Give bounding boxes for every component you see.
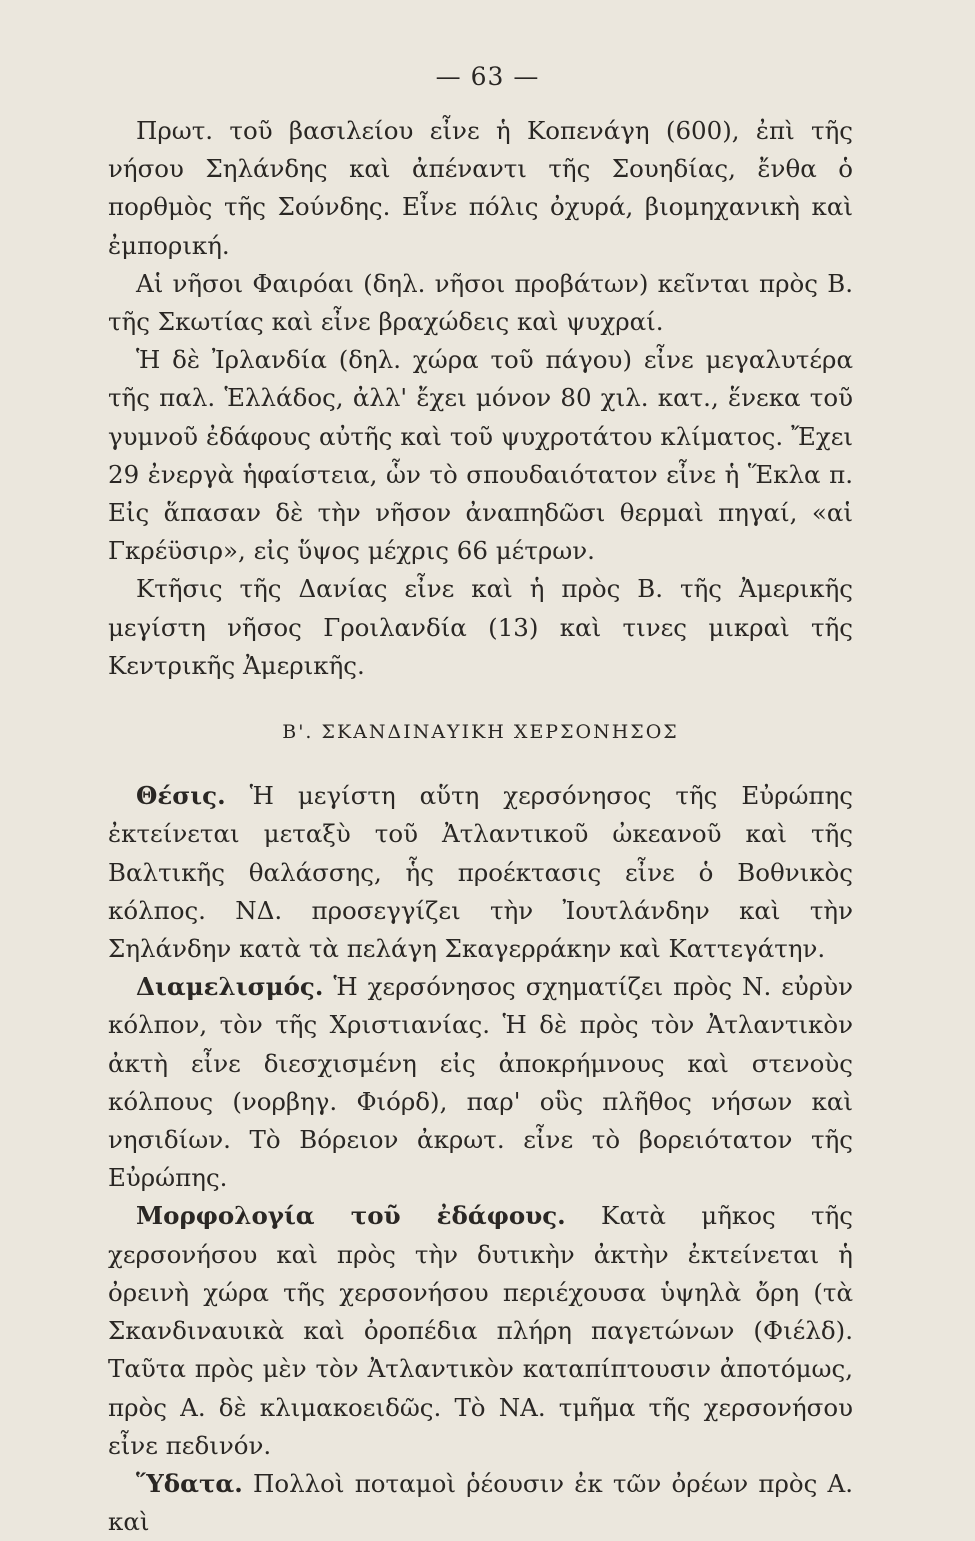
section-heading: Β'. ΣΚΑΝΔΙΝΑΥΙΚΗ ΧΕΡΣΟΝΗΣΟΣ	[282, 721, 679, 744]
paragraph-body: Ἡ μεγίστη αὕτη χερσόνησος τῆς Εὐρώπης ἐκτείνεται μεταξὺ τοῦ Ἀτλαντικοῦ ὠκεανοῦ καὶ τῆς Βαλτικῆς θαλάσσης, ἧς προέκτασις εἶνε ὁ Βοθνικὸς κόλπος. ΝΔ. προσεγγίζει τὴν Ἰουτλάνδην καὶ τὴν Σηλάνδην κατὰ τὰ πελάγη Σκαγερράκην καὶ Καττεγάτην.	[108, 781, 853, 964]
paragraph-copenhagen: Πρωτ. τοῦ βασιλείου εἶνε ἡ Κοπενάγη (600), ἐπὶ τῆς νήσου Σηλάνδης καὶ ἀπέναντι τῆς Σουηδίας, ἔνθα ὁ πορθμὸς τῆς Σούνδης. Εἶνε πόλις ὀχυρά, βιομηχανικὴ καὶ ἐμπορική.	[108, 116, 853, 260]
paragraph-iceland: Ἡ δὲ Ἰρλανδία (δηλ. χώρα τοῦ πάγου) εἶνε μεγαλυτέρα τῆς παλ. Ἑλλάδος, ἀλλ' ἔχει μόνον 80 χιλ. κατ., ἕνεκα τοῦ γυμνοῦ ἐδάφους αὐτῆς καὶ τοῦ ψυχροτάτου κλίματος. Ἔχει 29 ἐνεργὰ ἡφαίστεια, ὧν τὸ σπουδαιότατον εἶνε ἡ Ἕκλα π. Εἰς ἅπασαν δὲ τὴν νῆσον ἀναπηδῶσι θερμαὶ πηγαί, «αἱ Γκρέϋσιρ», εἰς ὕψος μέχρις 66 μέτρων.	[108, 345, 853, 566]
run-in-heading: Διαμελισμός.	[136, 972, 324, 1002]
paragraph-morphology	[108, 1197, 853, 1464]
paragraph-body: Ἡ χερσόνησος σχηματίζει πρὸς Ν. εὐρὺν κόλπον, τὸν τῆς Χριστιανίας. Ἡ δὲ πρὸς τὸν Ἀτλαντικὸν ἀκτὴ εἶνε διεσχισμένη εἰς ἀποκρήμνους καὶ στενοὺς κόλπους (νορβηγ. Φιόρδ), παρ' οὓς πλῆθος νήσων καὶ νησιδίων. Τὸ Βόρειον ἀκρωτ. εἶνε τὸ βορειότατον τῆς Εὐρώπης.	[108, 972, 853, 1193]
page-text	[108, 112, 853, 1541]
paragraph-coastline	[108, 968, 853, 1197]
paragraph-greenland: Κτῆσις τῆς Δανίας εἶνε καὶ ἡ πρὸς Β. τῆς Ἀμερικῆς μεγίστη νῆσος Γροιλανδία (13) καὶ τινες μικραὶ τῆς Κεντρικῆς Ἀμερικῆς.	[108, 574, 853, 680]
run-in-heading: Ὕδατα.	[136, 1468, 243, 1498]
run-in-heading: Μορφολογία τοῦ ἐδάφους.	[136, 1201, 566, 1231]
page-number: — 63 —	[435, 62, 540, 91]
paragraph-body: Κατὰ μῆκος τῆς χερσονήσου καὶ πρὸς τὴν δυτικὴν ἀκτὴν ἐκτείνεται ἡ ὀρεινὴ χώρα τῆς χερσονήσου περιέχουσα ὑψηλὰ ὄρη (τὰ Σκανδιναυικὰ καὶ ὀροπέδια πλήρη παγετώνων (Φιέλδ). Ταῦτα πρὸς μὲν τὸν Ἀτλαντικὸν καταπίπτουσιν ἀποτόμως, πρὸς Α. δὲ κλιμακοειδῶς. Τὸ ΝΑ. τμῆμα τῆς χερσονήσου εἶνε πεδινόν.	[108, 1201, 853, 1460]
paragraph-position	[108, 777, 853, 968]
paragraph-body: Πολλοὶ ποταμοὶ ῥέουσιν ἐκ τῶν ὀρέων πρὸς Α. καὶ	[108, 1468, 853, 1537]
paragraph-waters	[108, 1465, 853, 1541]
run-in-heading: Θέσις.	[136, 781, 226, 811]
paragraph-faroe: Αἱ νῆσοι Φαιρόαι (δηλ. νῆσοι προβάτων) κεῖνται πρὸς Β. τῆς Σκωτίας καὶ εἶνε βραχώδεις καὶ ψυχραί.	[108, 268, 853, 337]
